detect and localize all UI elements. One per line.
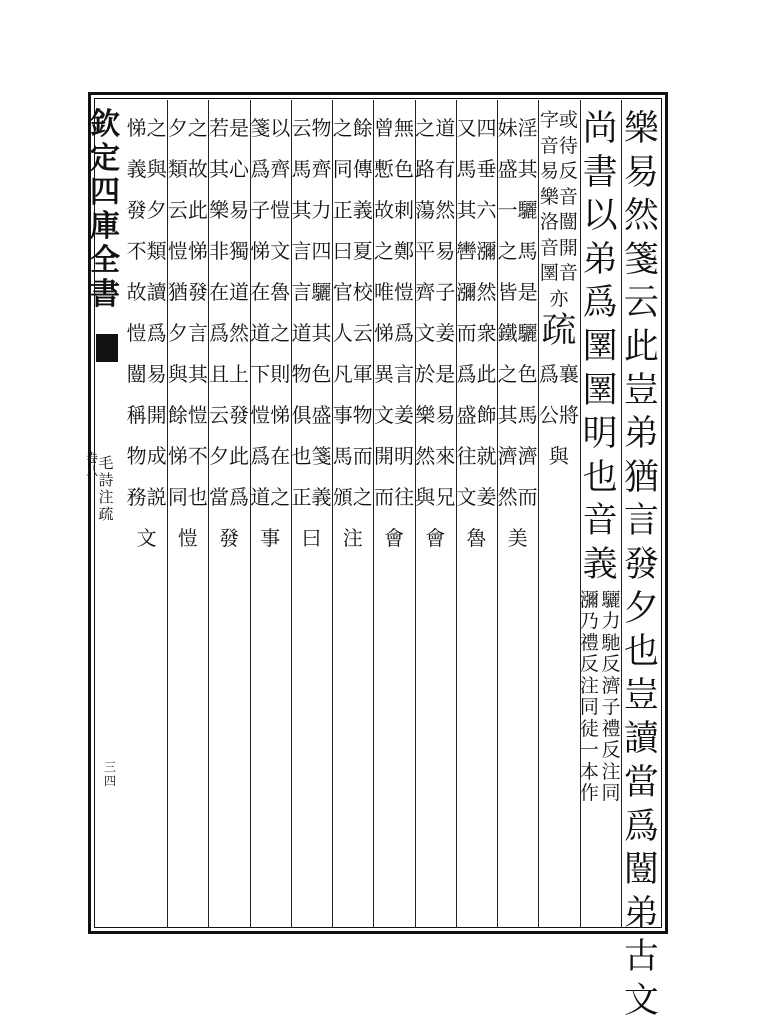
- text-column-4b: [538, 108, 579, 477]
- text-column-11: 箋以爲齊子愷悌文在魯道之下則愷悌爲在道之事: [250, 116, 291, 550]
- text-column-7: 之道路有蕩然平易齊子文姜於是樂易然來與兄會: [415, 116, 456, 550]
- text-column-14: 悌之義與發夕不類故讀愷爲闓易稱開物成務説文: [126, 116, 167, 550]
- column-4-bottom: 爲襄公將與: [538, 361, 579, 468]
- shu-marker: 疏: [541, 311, 577, 351]
- text-column-5: 妹淫盛其一驪之馬皆是鐵驪之色其馬濟濟然而美: [497, 116, 538, 550]
- book-title: 毛詩注疏: [98, 454, 114, 523]
- annotation-left: 瀰乃禮反注同徒一本作: [579, 588, 599, 805]
- text-column-8: 曾無慙色故刺之鄭唯愷悌爲異言文姜開明而往會: [373, 116, 414, 550]
- text-column-9: 之餘同傳正義曰夏官校人云凡軍事物馬而頒之注: [332, 116, 373, 550]
- page-number: 三四: [103, 760, 116, 788]
- text-column-10: 云物馬齊其力言四言驪道其物色俱盛也箋正義曰: [291, 116, 332, 550]
- text-column-6: 又四馬垂其六轡瀰瀰然而衆爲此盛飾往就文姜魯: [456, 116, 497, 550]
- black-tab-mark: [96, 334, 118, 362]
- header-title: 欽定四庫全書: [90, 107, 120, 312]
- annotation-right: 驪力馳反濟子禮反注同: [601, 588, 621, 805]
- text-column-12b: 若是其心樂易非獨在道爲然且上云發夕此當爲發: [209, 116, 250, 550]
- text-column-2: [580, 108, 621, 805]
- text-column-1: 樂易然箋云此豈弟猶言發夕也豈讀當爲闓弟古文: [623, 109, 659, 1021]
- column-2-main: 尚書以弟爲圛圛明也音義: [582, 109, 618, 585]
- column-4-top: 字或音待易反樂音洛闓音開圛音亦: [539, 109, 578, 310]
- juan-mark: 卷八: [86, 451, 99, 478]
- text-column-13: 夕之類故云此愷悌猶發夕言與其餘愷悌不同也愷: [167, 116, 208, 550]
- column-2-annotation: [580, 590, 621, 805]
